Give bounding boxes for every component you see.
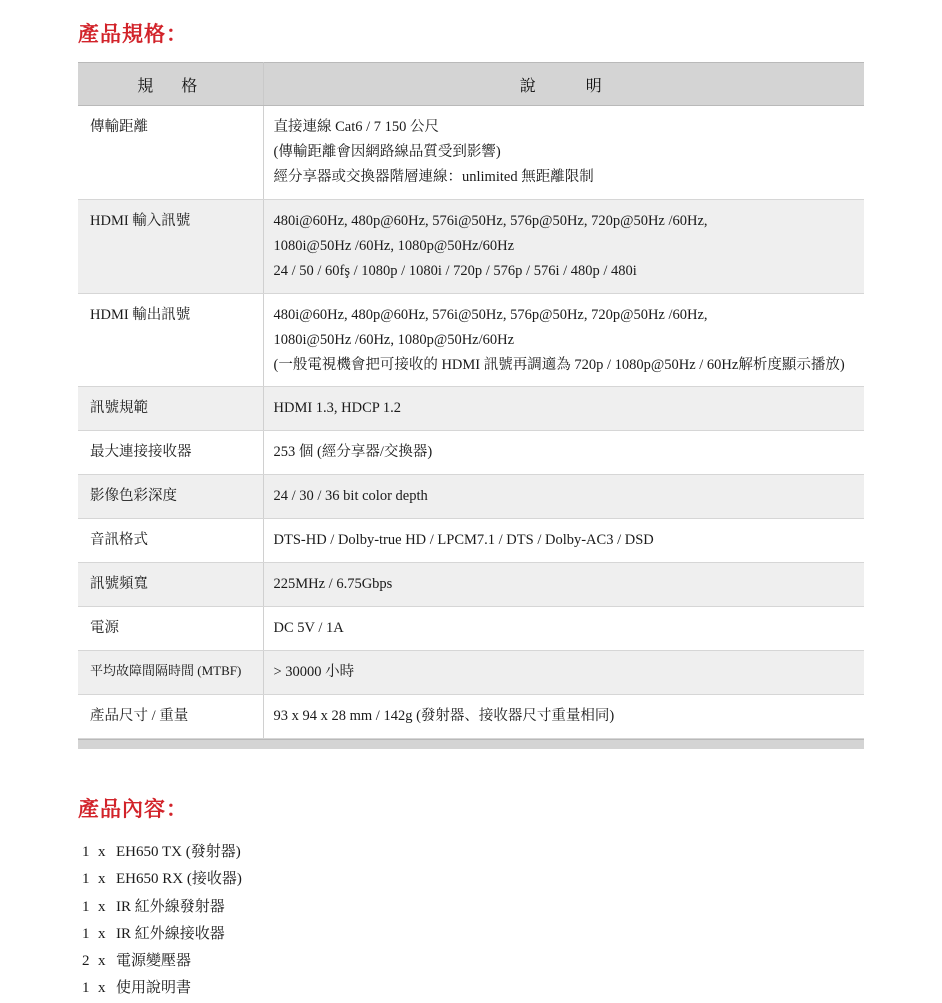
column-header-description: 說 明: [263, 63, 864, 106]
item-label: 使用說明書: [116, 980, 192, 997]
value-line: 經分享器或交換器階層連線：unlimited 無距離限制: [273, 168, 594, 185]
row-value: [263, 293, 864, 387]
list-item: [82, 921, 864, 948]
row-value: [263, 475, 864, 519]
spec-table-body: [78, 106, 864, 739]
value-line: HDMI 1.3, HDCP 1.2: [273, 400, 402, 417]
item-quantity: 1: [82, 871, 90, 888]
table-row: [78, 293, 864, 387]
row-value: [263, 106, 864, 200]
table-row: [78, 607, 864, 651]
spec-table-head: [78, 63, 864, 106]
item-label: 電源變壓器: [116, 953, 192, 970]
row-label: 傳輸距離: [78, 106, 263, 200]
value-line: 253 個 (經分享器/交換器): [273, 444, 433, 461]
row-label: 產品尺寸 / 重量: [78, 695, 263, 739]
row-label: 訊號頻寬: [78, 563, 263, 607]
list-item: [82, 975, 864, 1002]
list-item: [82, 839, 864, 866]
table-footer-bar: [78, 739, 864, 749]
value-line: (傳輸距離會因網路線品質受到影響): [273, 143, 501, 160]
item-label: EH650 TX (發射器): [116, 843, 241, 860]
spec-section-title: 產品規格：: [78, 23, 188, 46]
item-quantity: 1: [82, 843, 90, 860]
table-row: [78, 475, 864, 519]
spec-table: [78, 62, 864, 739]
table-row: [78, 563, 864, 607]
value-line: > 30000 小時: [273, 664, 355, 681]
row-label: 最大連接接收器: [78, 431, 263, 475]
column-header-spec: 規 格: [78, 63, 263, 106]
item-quantity: 1: [82, 898, 90, 915]
row-label: 電源: [78, 607, 263, 651]
list-item: [82, 948, 864, 975]
row-label: HDMI 輸入訊號: [78, 199, 263, 293]
row-value: [263, 695, 864, 739]
row-label: HDMI 輸出訊號: [78, 293, 263, 387]
value-line: 24 / 30 / 36 bit color depth: [273, 488, 428, 505]
table-header-row: [78, 63, 864, 106]
item-multiplier: x: [98, 925, 106, 942]
value-line: 1080i@50Hz /60Hz, 1080p@50Hz/60Hz: [273, 237, 515, 254]
row-value: [263, 651, 864, 695]
package-content-list: [78, 839, 864, 1003]
row-label: 音訊格式: [78, 519, 263, 563]
value-line: 225MHz / 6.75Gbps: [273, 576, 393, 593]
value-line: DTS-HD / Dolby-true HD / LPCM7.1 / DTS / Dolby-AC3 / DSD: [273, 532, 654, 549]
table-row: [78, 519, 864, 563]
item-label: EH650 RX (接收器): [116, 871, 242, 888]
table-row: [78, 106, 864, 200]
item-multiplier: x: [98, 980, 106, 997]
table-row: [78, 199, 864, 293]
value-line: 480i@60Hz, 480p@60Hz, 576i@50Hz, 576p@50Hz, 720p@50Hz /60Hz,: [273, 212, 708, 229]
item-multiplier: x: [98, 871, 106, 888]
value-line: 1080i@50Hz /60Hz, 1080p@50Hz/60Hz: [273, 331, 515, 348]
item-quantity: 2: [82, 953, 90, 970]
item-label: IR 紅外線接收器: [116, 925, 225, 942]
spec-table-wrapper: [78, 62, 864, 749]
row-value: [263, 431, 864, 475]
row-value: [263, 519, 864, 563]
value-line: 93 x 94 x 28 mm / 142g (發射器、接收器尺寸重量相同): [273, 708, 615, 724]
content-section-title: 產品內容：: [78, 797, 188, 821]
list-item: [82, 894, 864, 921]
item-quantity: 1: [82, 925, 90, 942]
row-value: [263, 199, 864, 293]
table-row: [78, 695, 864, 739]
item-multiplier: x: [98, 898, 106, 915]
row-value: [263, 563, 864, 607]
value-line: 24 / 50 / 60fş / 1080p / 1080i / 720p / 576p / 576i / 480p / 480i: [273, 262, 637, 279]
table-row: [78, 431, 864, 475]
row-label: 平均故障間隔時間 (MTBF): [78, 651, 263, 695]
value-line: DC 5V / 1A: [273, 620, 344, 637]
table-row: [78, 387, 864, 431]
row-value: [263, 607, 864, 651]
row-label: 影像色彩深度: [78, 475, 263, 519]
item-quantity: 1: [82, 980, 90, 997]
list-item: [82, 866, 864, 893]
item-multiplier: x: [98, 843, 106, 860]
item-label: IR 紅外線發射器: [116, 898, 225, 915]
table-row: [78, 651, 864, 695]
value-line: 直接連線 Cat6 / 7 150 公尺: [273, 119, 440, 135]
value-line: 480i@60Hz, 480p@60Hz, 576i@50Hz, 576p@50Hz, 720p@50Hz /60Hz,: [273, 306, 708, 323]
value-line: (一般電視機會把可接收的 HDMI 訊號再調適為 720p / 1080p@50Hz / 60Hz解析度顯示播放): [273, 356, 845, 373]
row-label: 訊號規範: [78, 387, 263, 431]
row-value: [263, 387, 864, 431]
item-multiplier: x: [98, 953, 106, 970]
